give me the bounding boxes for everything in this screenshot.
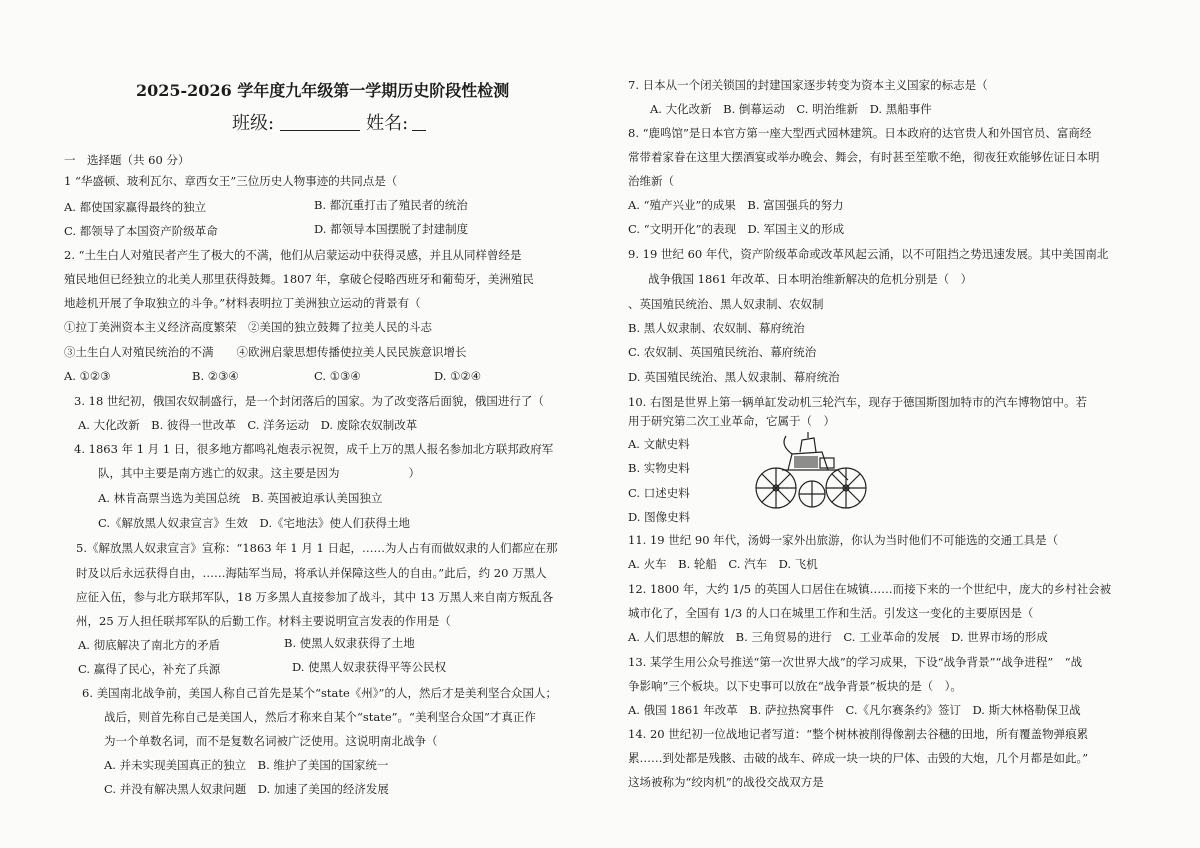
option-line: C. “文明开化”的表现 D. 军国主义的形成 — [628, 222, 845, 236]
question-line: 2. “土生白人对殖民者产生了极大的不满，他们从启蒙运动中获得灵感，并且从同样曾经是 — [64, 248, 522, 262]
option-line: C. 农奴制、英国殖民统治、幕府统治 — [628, 345, 817, 359]
question-line: 时及以后永远获得自由，……海陆军当局，将承认并保障这些人的自由。”此后，约 20 万黑人 — [76, 566, 547, 580]
question-line: 战争俄国 1861 年改革、日本明治维新解决的危机分别是（ ） — [648, 272, 973, 286]
option-line: A. 大化改新 B. 倒幕运动 C. 明治维新 D. 黑船事件 — [650, 102, 932, 116]
option-line: A. 俄国 1861 年改革 B. 萨拉热窝事件 C.《凡尔赛条约》签订 D. 斯大林格勒保卫战 — [628, 703, 1081, 717]
option-line: B. 使黑人奴隶获得了土地 — [284, 636, 415, 650]
question-line: 5.《解放黑人奴隶宣言》宣称：“1863 年 1 月 1 日起，……为人占有而做奴隶的人们都应在那 — [76, 541, 558, 555]
class-blank[interactable] — [280, 116, 360, 131]
option-line: A. 彻底解决了南北方的矛盾 — [78, 638, 221, 652]
option-line: C. ①③④ — [314, 369, 361, 383]
question-line: 为一个单数名词，而不是复数名词被广泛使用。这说明南北战争（ — [104, 734, 438, 748]
question-line: 地趁机开展了争取独立的斗争。”材料表明拉丁美洲独立运动的背景有（ — [64, 296, 421, 310]
three-wheeled-car-image — [752, 428, 870, 518]
question-line: ①拉丁美洲资本主义经济高度繁荣 ②美国的独立鼓舞了拉美人民的斗志 — [64, 320, 432, 334]
option-line: A. 并未实现美国真正的独立 B. 维护了美国的国家统一 — [104, 758, 389, 772]
option-line: D. 图像史料 — [628, 510, 691, 524]
option-line: A. 林肯高票当选为美国总统 B. 英国被迫承认美国独立 — [98, 491, 383, 505]
option-line: A. 火车 B. 轮船 C. 汽车 D. 飞机 — [628, 557, 818, 571]
name-blank[interactable] — [412, 116, 426, 131]
question-line: 队，其中主要是南方逃亡的奴隶。这主要是因为 ） — [98, 466, 420, 480]
question-line: 常带着家眷在这里大摆酒宴或举办晚会、舞会，有时甚至笙歌不绝，彻夜狂欢能够佐证日本明 — [628, 150, 1100, 164]
class-name-line — [232, 113, 426, 134]
question-line: 殖民地但已经独立的北美人那里获得鼓舞。1807 年，拿破仑侵略西班牙和葡萄牙，美洲殖民 — [64, 272, 534, 286]
option-line: 、英国殖民统治、黑人奴隶制、农奴制 — [628, 297, 824, 311]
option-line: A. 都使国家赢得最终的独立 — [64, 200, 207, 214]
option-line: D. 英国殖民统治、黑人奴隶制、幕府统治 — [628, 370, 840, 384]
question-line: 6. 美国南北战争前，美国人称自己首先是某个“state《州》”的人，然后才是美利坚合众国人； — [82, 686, 557, 700]
question-line: 战后，则首先称自己是美国人，然后才称来自某个“state”。“美利坚合众国”才真正作 — [104, 710, 536, 724]
option-line: D. ①②④ — [434, 369, 482, 383]
question-line: 州，25 万人担任联邦军队的后勤工作。材料主要说明宣言发表的作用是（ — [76, 614, 451, 628]
question-line: 累……到处都是残骸、击破的战车、碎成一块一块的尸体、击毁的大炮，几个月都是如此。” — [628, 751, 1089, 765]
option-line: A. “殖产兴业”的成果 B. 富国强兵的努力 — [628, 198, 844, 212]
option-line: C.《解放黑人奴隶宣言》生效 D.《宅地法》使人们获得土地 — [98, 516, 411, 530]
question-line: 10. 右图是世界上第一辆单缸发动机三轮汽车，现存于德国斯图加特市的汽车博物馆中。若 — [628, 395, 1087, 409]
option-line: C. 并没有解决黑人奴隶问题 D. 加速了美国的经济发展 — [104, 782, 389, 796]
question-line: 1 “华盛顿、玻利瓦尔、章西女王”三位历史人物事迹的共同点是（ — [64, 174, 398, 188]
question-line: 4. 1863 年 1 月 1 日，很多地方都鸣礼炮表示祝贺，成千上万的黑人报名参加北方联邦政府军 — [74, 442, 554, 456]
option-line: C. 都领导了本国资产阶级革命 — [64, 224, 218, 238]
question-line: 城市化了，全国有 1/3 的人口在城里工作和生活。引发这一变化的主要原因是（ — [628, 606, 1034, 620]
option-line: B. 都沉重打击了殖民者的统治 — [314, 198, 468, 212]
question-line: 14. 20 世纪初一位战地记者写道：“整个树林被削得像割去谷穗的田地，所有覆盖物弹痕累 — [628, 727, 1089, 741]
option-line: D. 使黑人奴隶获得平等公民权 — [292, 660, 447, 674]
option-line: B. 黑人奴隶制、农奴制、幕府统治 — [628, 321, 805, 335]
class-label: 班级: — [232, 113, 275, 134]
option-line: A. 文献史料 — [628, 437, 690, 451]
question-line: 应征入伍，参与北方联邦军队，18 万多黑人直接参加了战斗，其中 13 万黑人来自南方叛乱各 — [76, 590, 554, 604]
option-line: A. ①②③ — [64, 369, 111, 383]
option-line: A. 人们思想的解放 B. 三角贸易的进行 C. 工业革命的发展 D. 世界市场的形成 — [628, 630, 1048, 644]
question-line: 8. “鹿鸣馆”是日本官方第一座大型西式园林建筑。日本政府的达官贵人和外国官员、富商经 — [628, 126, 1092, 140]
option-line: B. ②③④ — [192, 369, 239, 383]
question-line: 12. 1800 年，大约 1/5 的英国人口居住在城镇……而接下来的一个世纪中，庞大的乡村社会被 — [628, 582, 1112, 596]
question-line: 治维新（ — [628, 174, 674, 188]
option-line: C. 赢得了民心，补充了兵源 — [78, 662, 221, 676]
question-line: 争影响”三个板块。以下史事可以放在“战争背景”板块的是（ ）。 — [628, 679, 962, 693]
question-line: 这场被称为“绞肉机”的战役交战双方是 — [628, 775, 824, 789]
question-line: 9. 19 世纪 60 年代，资产阶级革命或改革风起云涌，以不可阻挡之势迅速发展。其中美国南北 — [628, 247, 1109, 261]
question-line: 用于研究第二次工业革命，它属于（ ） — [628, 414, 835, 428]
question-line: 3. 18 世纪初，俄国农奴制盛行，是一个封闭落后的国家。为了改变落后面貌，俄国进行了（ — [74, 394, 544, 408]
option-line: C. 口述史料 — [628, 486, 690, 500]
section-title: 一 选择题（共 60 分） — [64, 153, 190, 167]
question-line: 13. 某学生用公众号推送“第一次世界大战”的学习成果，下设“战争背景”“战争进程” “战 — [628, 655, 1083, 669]
question-line: 11. 19 世纪 90 年代，汤姆一家外出旅游，你认为当时他们不可能选的交通工具是（ — [628, 533, 1059, 547]
question-line: ③土生白人对殖民统治的不满 ④欧洲启蒙思想传播使拉美人民民族意识增长 — [64, 345, 467, 359]
question-line: 7. 日本从一个闭关锁国的封建国家逐步转变为资本主义国家的标志是（ — [628, 78, 988, 92]
exam-title: 2025-2026 学年度九年级第一学期历史阶段性检测 — [136, 81, 510, 100]
option-line: D. 都领导本国摆脱了封建制度 — [314, 222, 469, 236]
option-line: A. 大化改新 B. 彼得一世改革 C. 洋务运动 D. 废除农奴制改革 — [78, 418, 418, 432]
option-line: B. 实物史料 — [628, 461, 690, 475]
name-label: 姓名: — [366, 113, 409, 134]
